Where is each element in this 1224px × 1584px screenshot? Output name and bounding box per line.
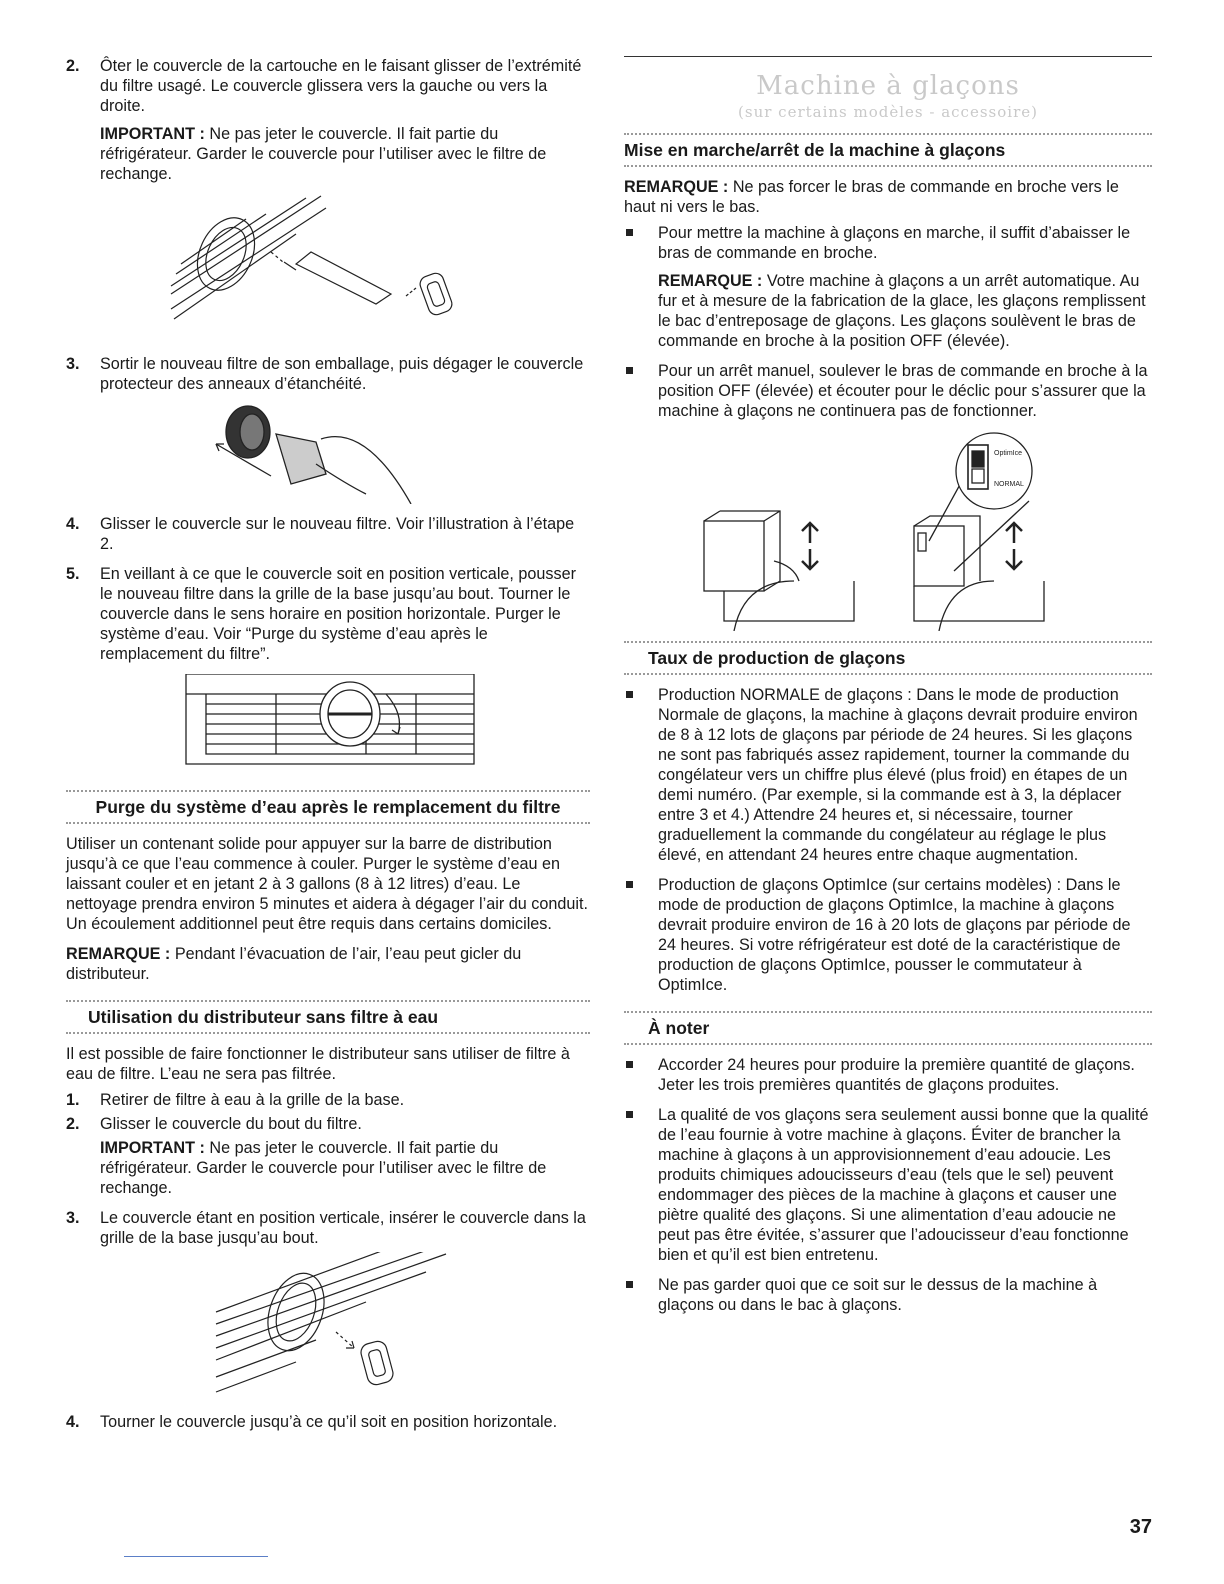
section-subtitle: (sur certains modèles - accessoire) [738, 103, 1038, 121]
notes-heading: À noter [624, 1011, 1152, 1045]
section-title: Machine à glaçons [756, 71, 1020, 101]
cover-insert-illustration [66, 1252, 590, 1402]
nofilter-text: Il est possible de faire fonctionner le distributeur sans utiliser de filtre à eau de filtre. L’eau ne sera pas filtrée. [66, 1045, 570, 1083]
notes-bullet-1: Accorder 24 heures pour produire la première quantité de glaçons. Jeter les trois premières quantités de glaçons produites. [624, 1055, 1152, 1095]
ice-maker-switch-illustration [624, 431, 1152, 631]
step-5: 5. En veillant à ce que le couvercle soit en position verticale, pousser le nouveau filtre dans la grille de la base jusqu’au bout. Tourner le couvercle dans le sens horaire en position horizontale. Purger le système d’eau. Voir “Purge du système d’eau après le remplacement du filtre”. [66, 565, 576, 663]
seal-cover-illustration [66, 404, 590, 504]
important-note-1: IMPORTANT : Ne pas jeter le couvercle. Il fait partie du réfrigérateur. Garder le couvercle pour l’utiliser avec le filtre de rechange. [100, 125, 547, 183]
purge-text: Utiliser un contenant solide pour appuyer sur la barre de distribution jusqu’à ce que l’eau commence à couler. Purger le système d’eau en laissant couler et en jetant 2 à 3 gallons (8 à 12 litres) d’eau. Le nettoyage prendra environ 5 minutes et aidera à dégager l’air du conduit. Un écoulement additionnel peut être requis dans certains domiciles. [66, 835, 588, 933]
nofilter-step-1: 1. Retirer de filtre à eau à la grille de la base. [66, 1091, 405, 1109]
title-rule [624, 56, 1152, 57]
rate-heading: Taux de production de glaçons [624, 641, 1152, 675]
important-note-2: IMPORTANT : Ne pas jeter le couvercle. Il fait partie du réfrigérateur. Garder le couvercle pour l’utiliser avec le filtre de rechange. [100, 1139, 547, 1197]
step-2: 2. Ôter le couvercle de la cartouche en le faisant glisser de l’extrémité du filtre usagé. Le couvercle glissera vers la gauche ou vers la droite. [66, 57, 582, 115]
nofilter-step-2: 2. Glisser le couvercle du bout du filtre. [66, 1115, 362, 1133]
nofilter-step-3: 3. Le couvercle étant en position verticale, insérer le couvercle dans la grille de la base jusqu’au bout. [66, 1209, 586, 1247]
left-column [66, 56, 590, 1442]
notes-bullet-2: La qualité de vos glaçons sera seulement aussi bonne que la qualité de l’eau fournie à votre machine à glaçons. Éviter de brancher la machine à glaçons à un approvisionnement d’eau adoucie. Les produits chimiques adoucisseurs d’eau (tels que le sel) peuvent endommager des pièces de la machine à glaçons et causer une piètre qualité des glaçons. Si une alimentation d’eau adoucie ne peut pas être évitée, s’assurer que l’adoucisseur d’eau fonctionne bien et qu’il est bien entretenu. [624, 1105, 1152, 1265]
switch-label-normal: NORMAL [994, 481, 1024, 488]
right-column [624, 56, 1152, 1325]
base-grille-illustration [66, 674, 590, 780]
purge-section-heading: Purge du système d’eau après le remplacement du filtre [66, 790, 590, 824]
onoff-heading: Mise en marche/arrêt de la machine à glaçons [624, 133, 1152, 167]
nofilter-step-4: 4. Tourner le couvercle jusqu’à ce qu’il soit en position horizontale. [66, 1413, 558, 1431]
notes-bullet-3: Ne pas garder quoi que ce soit sur le dessus de la machine à glaçons ou dans le bac à glaçons. [624, 1275, 1152, 1315]
step-4: 4. Glisser le couvercle sur le nouveau filtre. Voir l’illustration à l’étape 2. [66, 515, 575, 553]
rate-bullet-2: Production de glaçons OptimIce (sur certains modèles) : Dans le mode de production de glaçons OptimIce, la machine à glaçons devrait produire environ de 16 à 20 lots de glaçons par période de 24 heures. Si votre réfrigérateur est doté de la caractéristique de production de glaçons OptimIce, pousser le commutateur à OptimIce. [624, 875, 1152, 995]
switch-label-optimice: OptimIce [994, 450, 1023, 457]
onoff-bullet-1: Pour mettre la machine à glaçons en marche, il suffit d’abaisser le bras de commande en broche. [624, 223, 1152, 263]
purge-note: REMARQUE : Pendant l’évacuation de l’air, l’eau peut gicler du distributeur. [66, 945, 522, 983]
onoff-note: REMARQUE : Ne pas forcer le bras de commande en broche vers le haut ni vers le bas. [624, 178, 1119, 216]
nofilter-section-heading: Utilisation du distributeur sans filtre à eau [66, 1000, 590, 1034]
footer-rule [124, 1556, 268, 1557]
step-3: 3. Sortir le nouveau filtre de son emballage, puis dégager le couvercle protecteur des anneaux d’étanchéité. [66, 355, 584, 393]
onoff-bullet-1-note: REMARQUE : Votre machine à glaçons a un arrêt automatique. Au fur et à mesure de la fabrication de la glace, les glaçons remplissent le bac d’entreposage de glaçons. Les glaçons soulèvent le bras de commande en broche à la position OFF (élevée). [658, 272, 1146, 350]
filter-removal-illustration [66, 194, 590, 344]
onoff-bullet-2: Pour un arrêt manuel, soulever le bras de commande en broche à la position OFF (élevée) et écouter pour le déclic pour s’assurer que la machine à glaçons ne continuera pas de fonctionner. [624, 361, 1152, 421]
page-number: 37 [1129, 1516, 1152, 1538]
rate-bullet-1: Production NORMALE de glaçons : Dans le mode de production Normale de glaçons, la machine à glaçons devrait produire environ de 8 à 12 lots de glaçons par période de 24 heures. Si les glaçons ne sont pas fabriqués assez rapidement, tourner la commande du congélateur vers un chiffre plus élevé (plus froid) en étapes de un demi numéro. (Par exemple, si la commande est à 3, la déplacer entre 3 et 4.) Attendre 24 heures et, si nécessaire, tourner graduellement la commande du congélateur au réglage le plus élevé, en attendant 24 heures entre chaque augmentation. [624, 685, 1152, 865]
